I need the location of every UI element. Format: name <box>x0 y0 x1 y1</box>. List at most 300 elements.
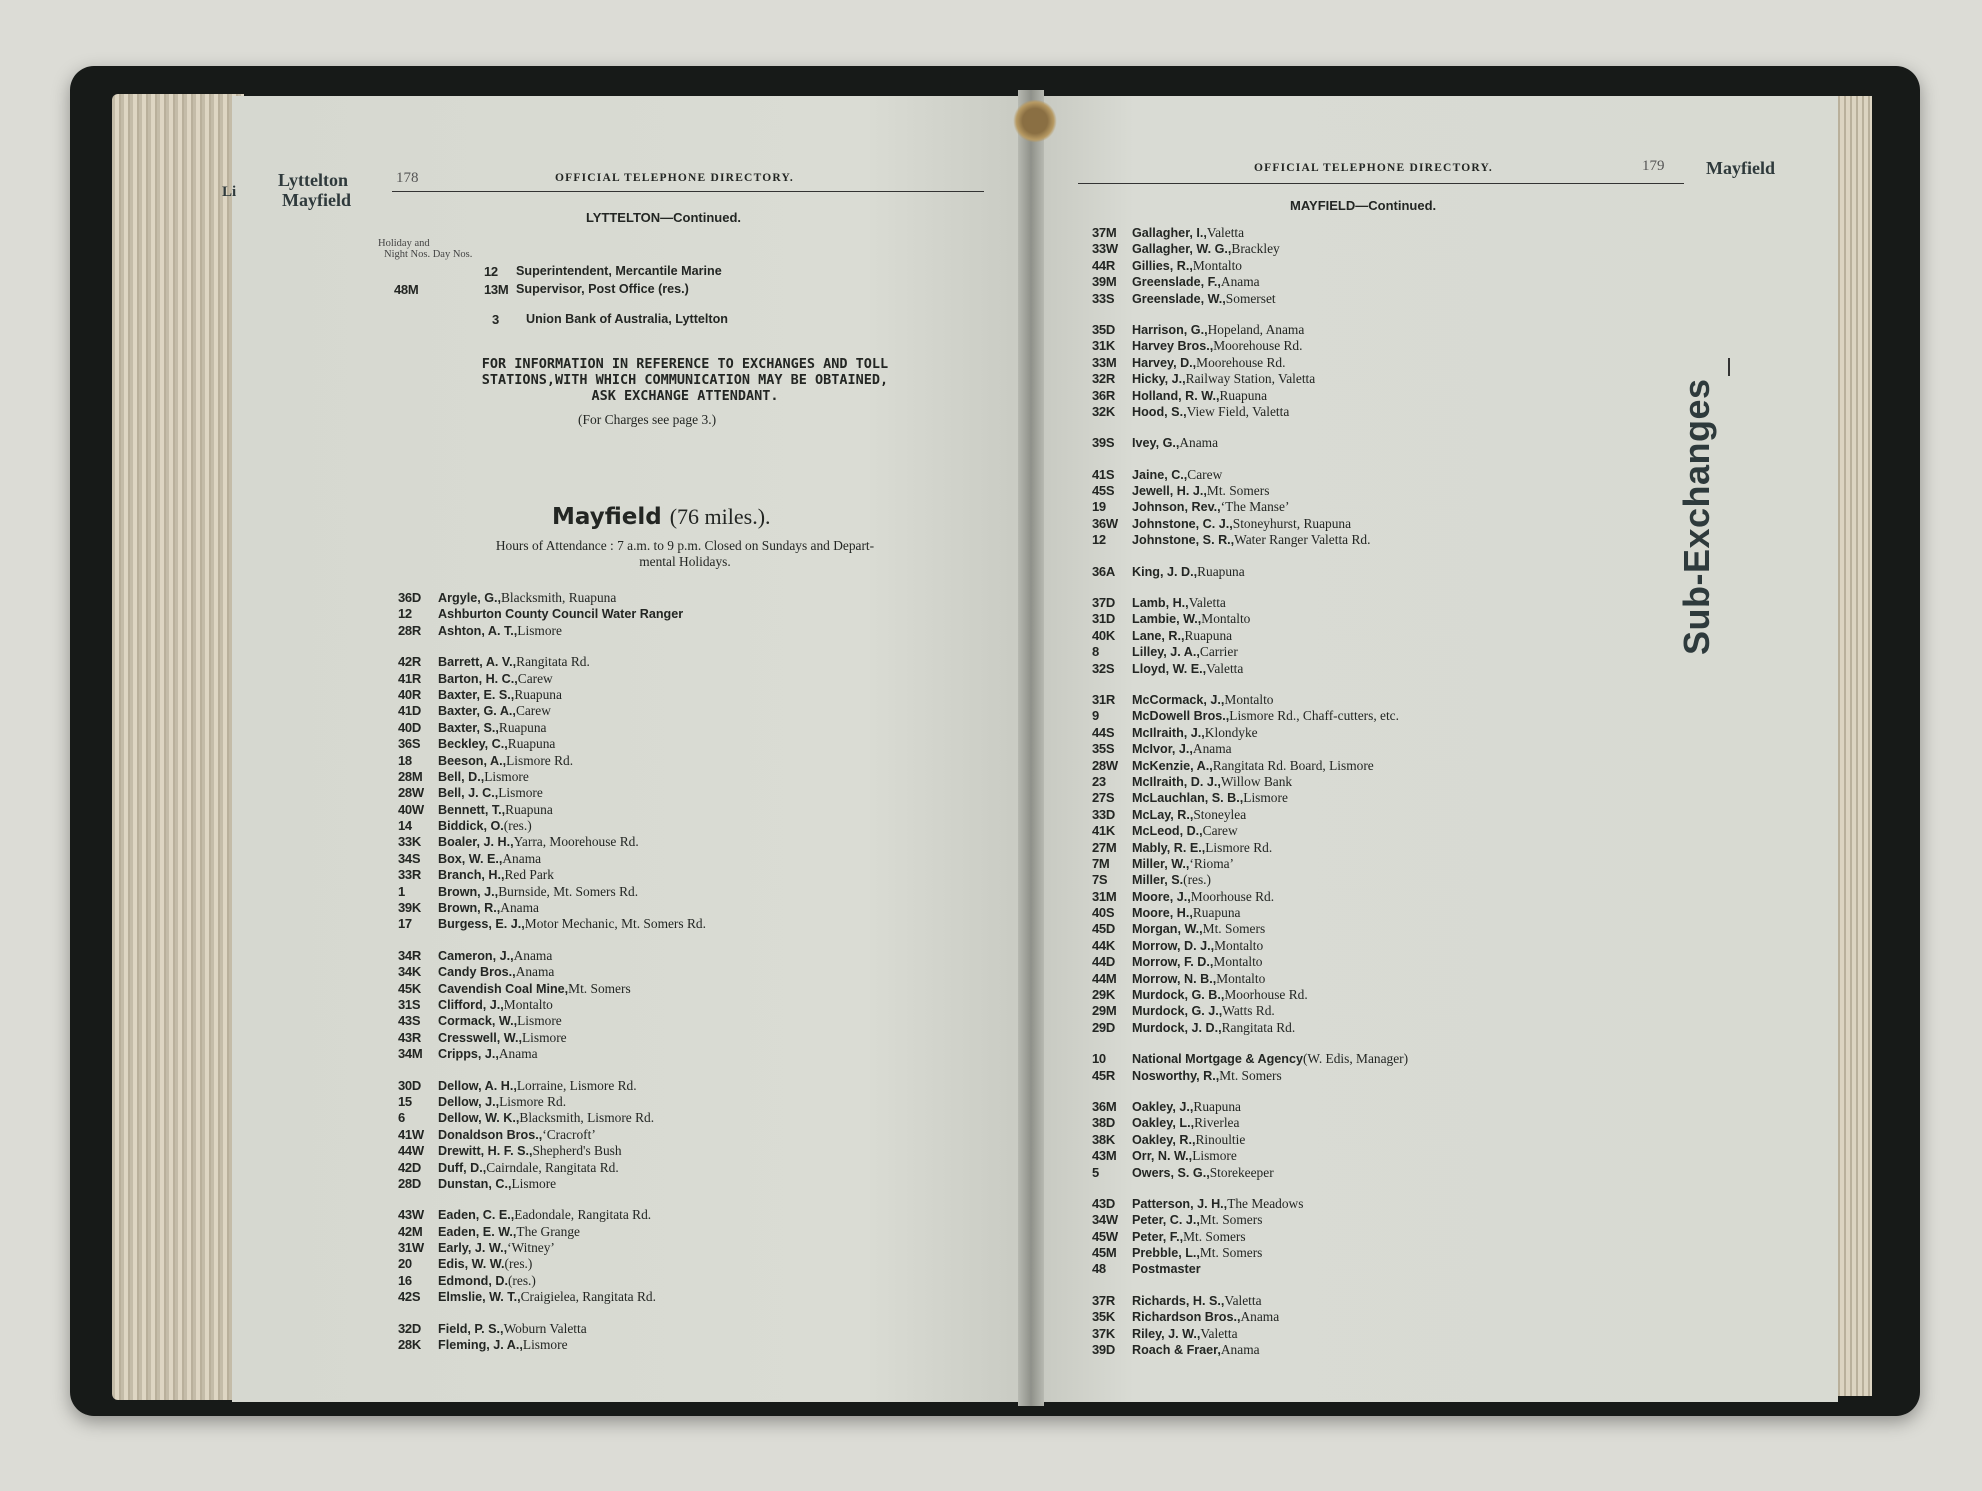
subscriber-name: Lane, R., <box>1132 628 1185 643</box>
phone-number: 12 <box>1092 532 1106 548</box>
phone-number: 14 <box>398 818 412 834</box>
subscriber-address: Lismore <box>498 785 543 801</box>
list-item <box>1092 1342 1692 1358</box>
subscriber-name: Richards, H. S., <box>1132 1293 1225 1308</box>
subscriber-address: Anama <box>498 1046 538 1062</box>
list-item <box>398 687 998 703</box>
subscriber-name: McIvor, J., <box>1132 742 1193 757</box>
subscriber-name: Moore, J., <box>1132 889 1191 904</box>
subscriber-name: Hood, S., <box>1132 404 1187 419</box>
list-item <box>398 1337 998 1353</box>
head-rule-right <box>1078 183 1684 184</box>
phone-number: 45K <box>398 980 421 996</box>
subscriber-name: Lambie, W., <box>1132 612 1202 627</box>
subscriber-address: ‘Witney’ <box>507 1240 555 1256</box>
subscriber-name: Morrow, N. B., <box>1132 971 1217 986</box>
subscriber-address: Carew <box>1202 823 1238 839</box>
subscriber-address: Lismore <box>484 768 529 784</box>
subscriber-address: Lorraine, Lismore Rd. <box>516 1077 637 1093</box>
subscriber-address: Montalto <box>1213 954 1263 970</box>
subscriber-address: The Grange <box>516 1223 580 1239</box>
subscriber-address: Lismore <box>1243 790 1288 806</box>
list-item <box>1092 872 1692 888</box>
phone-number: 28M <box>398 768 423 784</box>
subscriber-name: Cripps, J., <box>438 1047 499 1062</box>
page-edges-right <box>1838 96 1872 1396</box>
subscriber-name: Drewitt, H. F. S., <box>438 1144 533 1159</box>
phone-number: 39M <box>1092 274 1117 290</box>
phone-number: 43M <box>1092 1148 1117 1164</box>
phone-number: 41W <box>398 1126 424 1142</box>
subscriber-name: Baxter, G. A., <box>438 704 516 719</box>
phone-number: 1 <box>398 883 405 899</box>
phone-number: 39D <box>1092 1342 1115 1358</box>
subscriber-address: Ruapuna <box>498 719 547 735</box>
list-item <box>398 916 998 932</box>
list-item <box>1092 467 1692 483</box>
subscriber-address: Riverlea <box>1194 1115 1240 1131</box>
subscriber-name: Argyle, G., <box>438 591 501 605</box>
subscriber-address: Mt. Somers <box>1199 1245 1263 1261</box>
subscriber-address: ‘Cracroft’ <box>542 1126 596 1142</box>
subscriber-address: Ruapuna <box>505 801 553 817</box>
phone-number: 36R <box>1092 387 1115 403</box>
phone-number: 33R <box>398 867 421 883</box>
phone-number: 43R <box>398 1029 421 1045</box>
subscriber-name: McLeod, D., <box>1132 824 1203 839</box>
holiday-head-1: Holiday and <box>378 238 430 249</box>
exchange-distance: (76 miles.). <box>669 504 771 529</box>
subscriber-address: Ruapuna <box>1184 627 1233 643</box>
list-item <box>398 769 998 785</box>
running-head-left: OFFICIAL TELEPHONE DIRECTORY. <box>555 172 794 184</box>
phone-number: 37M <box>1092 225 1117 240</box>
phone-number: 29M <box>1092 1003 1117 1019</box>
list-item <box>398 1176 998 1192</box>
subscriber-name: Miller, W., <box>1132 856 1190 871</box>
subscriber-name: Greenslade, W., <box>1132 291 1226 306</box>
subscriber-address: Railway Station, Valetta <box>1185 371 1316 387</box>
phone-number: 27M <box>1092 839 1117 855</box>
section-title-mayfield: MAYFIELD—Continued. <box>1290 198 1437 213</box>
phone-number: 31M <box>1092 888 1117 904</box>
subscriber-name: McCormack, J., <box>1132 692 1225 707</box>
phone-number: 36S <box>398 736 421 752</box>
margin-mark <box>1728 358 1730 376</box>
list-item <box>398 1207 998 1223</box>
subscriber-address: Moorhouse Rd. <box>1224 987 1308 1003</box>
subscriber-name: Fleming, J. A., <box>438 1338 523 1353</box>
subscriber-name: Brown, R., <box>438 901 501 916</box>
subscriber-name: Johnson, Rev., <box>1132 500 1221 515</box>
list-item <box>1092 840 1692 856</box>
subscriber-address: Valetta <box>1206 660 1244 676</box>
phone-number: 34S <box>398 850 421 866</box>
notice-line-3: ASK EXCHANGE ATTENDANT. <box>591 388 779 404</box>
page-number-right: 179 <box>1642 158 1665 174</box>
phone-number: 34M <box>398 1046 423 1062</box>
list-item <box>1092 1245 1692 1261</box>
subscriber-address: Montalto <box>1224 691 1274 707</box>
subscriber-name: McKenzie, A., <box>1132 758 1213 773</box>
spine-notch <box>1012 100 1058 142</box>
subscriber-name: Harrison, G., <box>1132 322 1208 337</box>
subscriber-address: Cairndale, Rangitata Rd. <box>486 1159 619 1175</box>
subscriber-name: Owers, S. G., <box>1132 1165 1210 1180</box>
subscriber-address: Shepherd's Bush <box>532 1143 622 1159</box>
phone-number: 32K <box>1092 403 1115 419</box>
phone-number: 40S <box>1092 905 1115 921</box>
phone-number: 31W <box>398 1240 424 1256</box>
list-item <box>398 1289 998 1305</box>
list-item <box>1092 938 1692 954</box>
subscriber-address: Mt. Somers <box>568 980 631 996</box>
subscriber-address: Moorehouse Rd. <box>1213 338 1303 354</box>
subscriber-address: Mt. Somers <box>1199 1212 1263 1228</box>
subscriber-address: Anama <box>502 850 542 866</box>
edge-letters: Li <box>222 184 237 200</box>
subscriber-name: Bell, D., <box>438 769 485 784</box>
list-item <box>398 948 998 964</box>
subscriber-name: Gallagher, I., <box>1132 226 1207 240</box>
subscriber-name: Hicky, J., <box>1132 372 1186 387</box>
subscriber-name: Oakley, J., <box>1132 1099 1194 1114</box>
list-item <box>398 654 998 670</box>
list-item <box>1092 661 1692 677</box>
subscriber-name: Cormack, W., <box>438 1014 518 1029</box>
subscriber-address: Craigielea, Rangitata Rd. <box>520 1289 656 1305</box>
subscriber-address: Lismore Rd. <box>506 752 574 768</box>
list-item <box>398 851 998 867</box>
list-item <box>1092 611 1692 627</box>
phone-number: 37K <box>1092 1325 1115 1341</box>
phone-number: 40R <box>398 686 421 702</box>
list-item: 3 Union Bank of Australia, Lyttelton <box>492 312 728 327</box>
subscriber-name: Richardson Bros., <box>1132 1310 1241 1325</box>
phone-number: 33M <box>1092 354 1117 370</box>
phone-number: 43S <box>398 1013 421 1029</box>
list-item <box>1092 435 1692 451</box>
list-item <box>398 1110 998 1126</box>
running-head-right: OFFICIAL TELEPHONE DIRECTORY. <box>1254 162 1493 174</box>
exchange-name: Mayfield <box>552 504 662 530</box>
list-item <box>1092 1051 1692 1067</box>
phone-number: 31R <box>1092 691 1115 707</box>
subscriber-address: Ruapuna <box>1193 1098 1241 1114</box>
list-item <box>398 981 998 997</box>
charges-note: (For Charges see page 3.) <box>578 412 717 427</box>
phone-number: 28W <box>398 785 424 801</box>
list-item <box>1092 1293 1692 1309</box>
list-item <box>398 1224 998 1240</box>
page-number-left: 178 <box>396 170 419 186</box>
list-item <box>398 1046 998 1062</box>
subscriber-address: Somerset <box>1225 290 1276 306</box>
list-item <box>1092 708 1692 724</box>
phone-number: 31S <box>398 996 421 1012</box>
phone-number: 30D <box>398 1077 421 1093</box>
subscriber-name: Murdock, J. D., <box>1132 1020 1222 1035</box>
subscriber-address: Mt. Somers <box>1206 483 1270 499</box>
phone-number: 28R <box>398 622 421 638</box>
subscriber-address: Rangitata Rd. <box>1221 1019 1296 1035</box>
subscriber-name: Jaine, C., <box>1132 467 1188 482</box>
subscriber-address: View Field, Valetta <box>1186 403 1290 419</box>
list-item <box>1092 274 1692 290</box>
phone-number: 43W <box>398 1207 424 1223</box>
list-item <box>1092 1068 1692 1084</box>
subscriber-name: Barrett, A. V., <box>438 655 517 670</box>
subscriber-name: Cresswell, W., <box>438 1030 522 1045</box>
subscriber-name: Dunstan, C., <box>438 1176 512 1191</box>
subscriber-name: Candy Bros., <box>438 965 516 980</box>
phone-number: 9 <box>1092 708 1099 724</box>
side-label-sub-exchanges: Sub-Exchanges <box>1676 378 1717 655</box>
list-item <box>1092 355 1692 371</box>
list-item <box>1092 971 1692 987</box>
left-entry-list <box>398 590 998 1353</box>
phone-number: 45W <box>1092 1228 1118 1244</box>
phone-number: 28K <box>398 1337 421 1353</box>
subscriber-name: Dellow, A. H., <box>438 1078 517 1093</box>
subscriber-name: Edis, W. W. <box>438 1257 505 1272</box>
tab-label-mayfield: Mayfield <box>282 190 351 210</box>
subscriber-name: Boaler, J. H., <box>438 835 514 850</box>
list-item <box>398 1030 998 1046</box>
subscriber-name: Biddick, O. <box>438 819 504 834</box>
list-item <box>398 997 998 1013</box>
subscriber-name: McDowell Bros., <box>1132 709 1230 724</box>
subscriber-address: Lismore <box>522 1337 568 1353</box>
subscriber-address: Valetta <box>1200 1325 1238 1341</box>
subscriber-name: Ashton, A. T., <box>438 623 518 638</box>
subscriber-name: Morrow, D. J., <box>1132 938 1215 953</box>
phone-number: 36A <box>1092 563 1115 579</box>
phone-number: 45M <box>1092 1245 1117 1261</box>
subscriber-address: Lismore <box>522 1029 567 1045</box>
phone-number: 15 <box>398 1093 412 1109</box>
list-item <box>1092 1229 1692 1245</box>
exchange-heading <box>552 504 771 530</box>
subscriber-address: Anama <box>513 947 553 963</box>
phone-number: 44D <box>1092 954 1115 970</box>
list-item <box>398 1013 998 1029</box>
subscriber-address: Anama <box>500 900 539 916</box>
subscriber-address: Red Park <box>504 867 554 883</box>
subscriber-address: Rinoultie <box>1195 1131 1246 1147</box>
subscriber-address: Blacksmith, Lismore Rd. <box>519 1110 655 1126</box>
subscriber-address: Lismore <box>511 1175 557 1191</box>
subscriber-address: Burnside, Mt. Somers Rd. <box>498 883 639 899</box>
subscriber-name: Orr, N. W., <box>1132 1149 1193 1164</box>
subscriber-address: Woburn Valetta <box>503 1320 587 1336</box>
subscriber-address: Moorhouse Rd. <box>1190 888 1275 904</box>
list-item <box>398 818 998 834</box>
subscriber-address: Rangitata Rd. <box>516 654 590 670</box>
subscriber-address: Ruapuna <box>1219 387 1268 403</box>
phone-number: 43D <box>1092 1195 1115 1211</box>
phone-number: 36D <box>398 590 421 605</box>
phone-number: 23 <box>1092 773 1106 789</box>
subscriber-name: Miller, S. <box>1132 873 1184 888</box>
list-item <box>398 834 998 850</box>
list-item <box>398 1143 998 1159</box>
subscriber-address: Mt. Somers <box>1183 1228 1246 1244</box>
list-item <box>398 964 998 980</box>
list-item <box>1092 1003 1692 1019</box>
subscriber-name: Clifford, J., <box>438 997 504 1012</box>
list-item <box>1092 644 1692 660</box>
subscriber-name: Johnstone, S. R., <box>1132 533 1235 548</box>
subscriber-name: Brown, J., <box>438 884 499 899</box>
subscriber-address: Anama <box>1220 1342 1260 1358</box>
phone-number: 42D <box>398 1159 421 1175</box>
phone-number: 44M <box>1092 970 1117 986</box>
subscriber-address: Anama <box>1192 741 1232 757</box>
subscriber-address: ‘The Manse’ <box>1220 499 1290 515</box>
subscriber-name: Donaldson Bros., <box>438 1127 543 1142</box>
phone-number: 8 <box>1092 644 1099 660</box>
phone-number: 36W <box>1092 515 1118 531</box>
phone-number: 33D <box>1092 806 1115 822</box>
subscriber-address: Carrier <box>1199 644 1238 660</box>
list-item <box>1092 628 1692 644</box>
phone-number: 35S <box>1092 741 1115 757</box>
subscriber-name: Dellow, W. K., <box>438 1111 520 1126</box>
list-item <box>1092 1115 1692 1131</box>
subscriber-name: Murdock, G. B., <box>1132 988 1225 1003</box>
subscriber-name: Ivey, G., <box>1132 436 1180 451</box>
phone-number: 32S <box>1092 660 1115 676</box>
list-item <box>1092 483 1692 499</box>
subscriber-address: Anama <box>515 964 555 980</box>
subscriber-name: Postmaster <box>1132 1262 1201 1277</box>
subscriber-name: Elmslie, W. T., <box>438 1290 521 1305</box>
list-item <box>1092 595 1692 611</box>
subscriber-address: (W. Edis, Manager) <box>1302 1051 1409 1067</box>
phone-number: 44W <box>398 1143 424 1159</box>
subscriber-address: Water Ranger Valetta Rd. <box>1234 532 1371 548</box>
subscriber-name: Holland, R. W., <box>1132 388 1220 403</box>
list-item <box>1092 954 1692 970</box>
subscriber-address: Lismore <box>517 622 562 638</box>
phone-number: 44K <box>1092 937 1115 953</box>
subscriber-address: Montalto <box>1192 257 1242 273</box>
list-item <box>398 1256 998 1272</box>
subscriber-name: Bennett, T., <box>438 802 506 817</box>
subscriber-address: Motor Mechanic, Mt. Somers Rd. <box>524 916 706 932</box>
phone-number: 36M <box>1092 1098 1117 1114</box>
list-item <box>398 623 998 639</box>
list-item <box>398 606 998 622</box>
subscriber-address: Ruapuna <box>1197 563 1245 579</box>
subscriber-name: King, J. D., <box>1132 564 1198 579</box>
subscriber-name: Beckley, C., <box>438 737 508 752</box>
phone-number: 32D <box>398 1320 421 1336</box>
subscriber-name: Baxter, E. S., <box>438 687 515 702</box>
list-item <box>398 1094 998 1110</box>
phone-number: 31D <box>1092 611 1115 627</box>
phone-number: 16 <box>398 1272 412 1288</box>
list-item <box>398 884 998 900</box>
lyttelton-entries <box>394 264 728 330</box>
subscriber-name: Moore, H., <box>1132 906 1193 921</box>
phone-number: 48 <box>1092 1261 1106 1277</box>
subscriber-address: The Meadows <box>1227 1195 1304 1211</box>
phone-number: 42S <box>398 1289 421 1305</box>
subscriber-name: Roach & Fraer, <box>1132 1343 1221 1358</box>
list-item <box>1092 388 1692 404</box>
exchange-notice <box>400 356 970 404</box>
subscriber-address: Storekeeper <box>1209 1164 1274 1180</box>
phone-number: 7S <box>1092 872 1108 888</box>
subscriber-address: (res.) <box>503 818 532 834</box>
list-item <box>398 1160 998 1176</box>
subscriber-address: Lismore Rd. <box>1205 839 1273 855</box>
list-item <box>1092 807 1692 823</box>
subscriber-address: Montalto <box>503 996 553 1012</box>
list-item <box>398 753 998 769</box>
subscriber-address: (res.) <box>507 1272 536 1288</box>
notice-line-2: STATIONS,WITH WHICH COMMUNICATION MAY BE OBTAINED, <box>481 372 889 388</box>
hours-line-1: Hours of Attendance : 7 a.m. to 9 p.m. Closed on Sundays and Depart- <box>495 538 875 553</box>
list-item <box>398 802 998 818</box>
list-item <box>1092 774 1692 790</box>
subscriber-name: Jewell, H. J., <box>1132 484 1207 499</box>
list-item <box>398 720 998 736</box>
subscriber-name: Dellow, J., <box>438 1094 500 1109</box>
phone-number: 12 <box>398 606 412 622</box>
phone-number: 35D <box>1092 321 1115 337</box>
list-item <box>1092 921 1692 937</box>
phone-number: 6 <box>398 1110 405 1126</box>
phone-number: 10 <box>1092 1051 1106 1067</box>
list-item <box>398 867 998 883</box>
list-item <box>1092 499 1692 515</box>
subscriber-name: Lamb, H., <box>1132 596 1189 611</box>
list-item <box>1092 758 1692 774</box>
subscriber-address: Moorehouse Rd. <box>1196 354 1286 370</box>
list-item <box>1092 1099 1692 1115</box>
list-item <box>398 1078 998 1094</box>
subscriber-name: Baxter, S., <box>438 720 499 735</box>
subscriber-name: Beeson, A., <box>438 753 507 768</box>
phone-number: 39K <box>398 900 421 916</box>
list-item <box>1092 291 1692 307</box>
tab-label-lyttelton: Lyttelton <box>278 170 348 190</box>
phone-number: 40K <box>1092 627 1115 643</box>
phone-number: 44R <box>1092 257 1115 273</box>
phone-number: 42M <box>398 1223 423 1239</box>
subscriber-address: Blacksmith, Ruapuna <box>501 590 617 605</box>
list-item: 48M 13M Supervisor, Post Office (res.) <box>394 282 689 297</box>
phone-number: 41K <box>1092 823 1115 839</box>
subscriber-address: (res.) <box>1183 872 1211 888</box>
subscriber-address: Yarra, Moorehouse Rd. <box>513 834 639 850</box>
list-item <box>1092 1148 1692 1164</box>
list-item <box>1092 1196 1692 1212</box>
subscriber-address: Lismore Rd. <box>499 1093 567 1109</box>
hours-line-2: mental Holidays. <box>639 554 731 569</box>
subscriber-name: Edmond, D. <box>438 1273 508 1288</box>
list-item <box>398 703 998 719</box>
phone-number: 29D <box>1092 1019 1115 1035</box>
phone-number: 7M <box>1092 855 1110 871</box>
subscriber-name: Barton, H. C., <box>438 671 518 686</box>
phone-number: 37R <box>1092 1292 1115 1308</box>
phone-number: 45D <box>1092 921 1115 937</box>
subscriber-name: Johnstone, C. J., <box>1132 516 1233 531</box>
